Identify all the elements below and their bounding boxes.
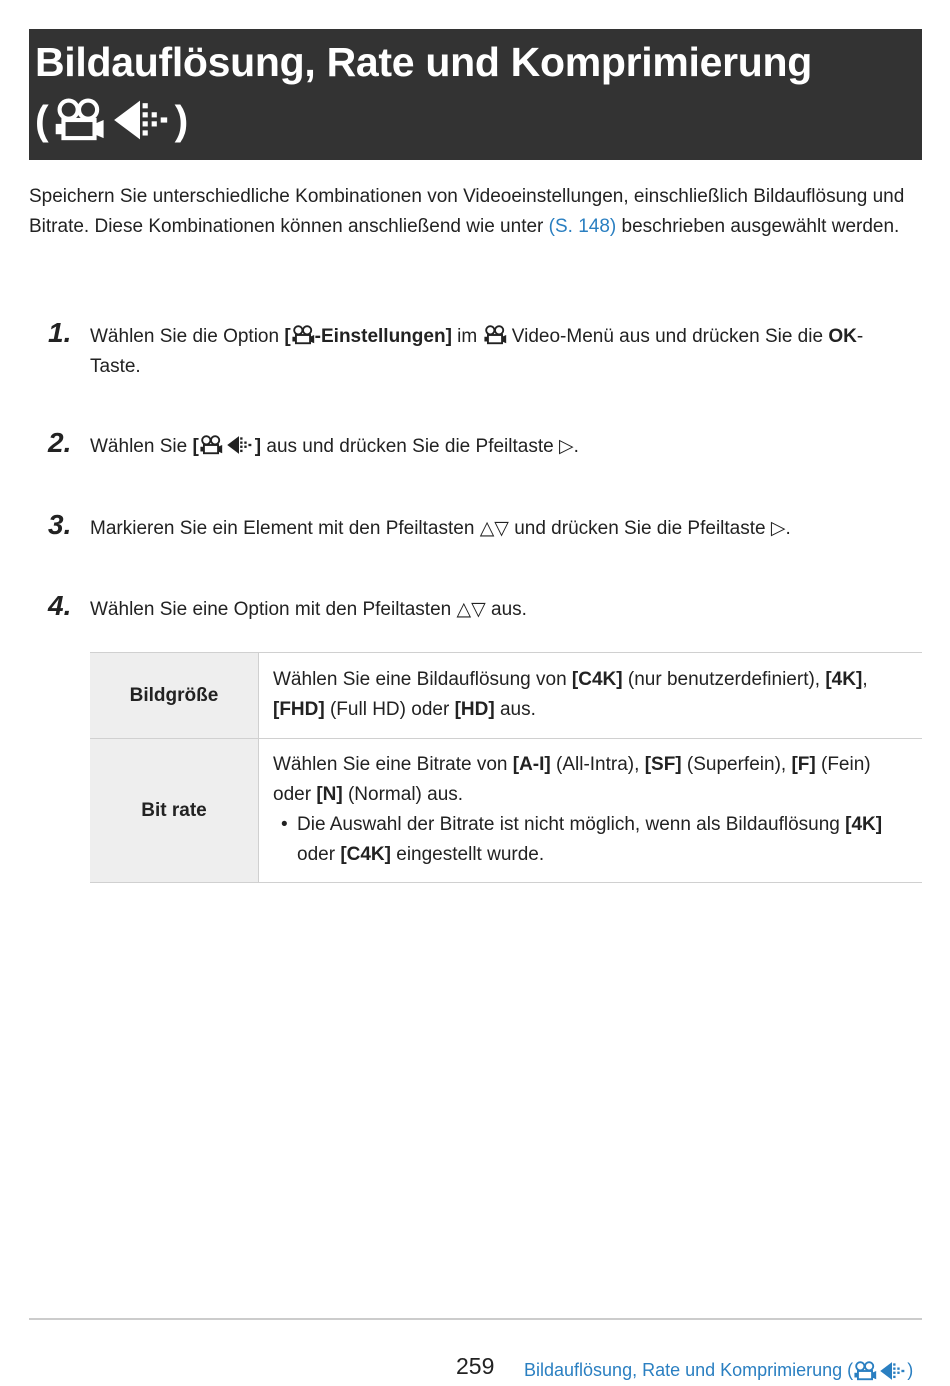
step-text-part: . bbox=[785, 518, 791, 539]
step-number: 4. bbox=[48, 590, 72, 621]
option-label bbox=[192, 436, 261, 457]
desc-text: (Full HD) oder bbox=[324, 698, 455, 720]
page-title-icons bbox=[35, 91, 922, 149]
bracket: [ bbox=[284, 326, 291, 347]
movie-camera-icon bbox=[199, 435, 223, 455]
option-name: -Einstellungen] bbox=[314, 326, 452, 347]
intro-text-after: beschrieben ausgewählt werden. bbox=[616, 216, 900, 237]
desc-text: aus. bbox=[494, 698, 536, 720]
option-label bbox=[284, 326, 452, 347]
option-value: [A-I] bbox=[512, 753, 551, 775]
step-text-part: aus. bbox=[485, 599, 527, 620]
option-value: [SF] bbox=[644, 753, 682, 775]
step-2 bbox=[48, 427, 908, 462]
desc-text: (Normal) aus. bbox=[342, 783, 464, 805]
right-arrow-icon: ▷ bbox=[558, 436, 574, 457]
movie-camera-icon bbox=[483, 325, 507, 345]
footer-title-text: Bildauflösung, Rate und Komprimierung ( bbox=[524, 1360, 854, 1380]
step-text-part: und drücken Sie die Pfeiltaste bbox=[508, 518, 771, 539]
desc-text: eingestellt wurde. bbox=[390, 843, 545, 865]
footer-title-close: ) bbox=[907, 1360, 914, 1380]
step-text-part: -Taste. bbox=[90, 326, 864, 377]
option-value: [4K] bbox=[825, 668, 863, 690]
movie-camera-icon bbox=[853, 1361, 877, 1381]
bullet-icon: • bbox=[281, 813, 288, 835]
desc-text: (Fein) oder bbox=[273, 753, 871, 805]
option-value: [N] bbox=[316, 783, 343, 805]
step-text bbox=[90, 595, 908, 625]
page-number: 259 bbox=[456, 1353, 495, 1379]
desc-text: Wählen Sie eine Bitrate von bbox=[273, 753, 513, 775]
step-1 bbox=[48, 317, 908, 382]
step-number: 1. bbox=[48, 317, 72, 348]
option-value: [C4K] bbox=[340, 843, 391, 865]
bullet-text bbox=[297, 810, 908, 870]
table-row bbox=[90, 739, 922, 883]
option-value: [FHD] bbox=[273, 698, 325, 720]
step-text bbox=[90, 432, 908, 462]
title-paren-open: ( bbox=[35, 97, 49, 143]
up-down-arrows-icon: △▽ bbox=[456, 599, 486, 620]
row-label: Bit rate bbox=[90, 739, 259, 883]
footer-divider bbox=[29, 1318, 922, 1320]
row-description bbox=[259, 653, 923, 739]
step-number: 2. bbox=[48, 427, 72, 458]
compression-arrow-icon bbox=[877, 1361, 907, 1381]
table-row bbox=[90, 653, 922, 739]
step-text-part: im bbox=[451, 326, 483, 347]
intro-text-before: Speichern Sie unterschiedliche Kombinationen von Videoeinstellungen, einschließlich Bildauflösung und Bitrate. Diese Kombinationen können anschließend wie unter bbox=[29, 186, 905, 237]
right-arrow-icon: ▷ bbox=[770, 518, 786, 539]
step-text-part: Wählen Sie die Option bbox=[90, 326, 285, 347]
desc-text: (All-Intra), bbox=[550, 753, 645, 775]
page-title: Bildauflösung, Rate und Komprimierung bbox=[35, 39, 813, 85]
option-value: [HD] bbox=[454, 698, 495, 720]
page-title-bar bbox=[29, 29, 922, 160]
desc-text: Wählen Sie eine Bildauflösung von bbox=[273, 668, 572, 690]
step-text-part: aus und drücken Sie die Pfeiltaste bbox=[261, 436, 559, 457]
compression-arrow-icon bbox=[223, 435, 255, 455]
step-text-part: . bbox=[573, 436, 579, 457]
options-table bbox=[90, 652, 922, 883]
step-number: 3. bbox=[48, 509, 72, 540]
bullet-note bbox=[281, 810, 908, 870]
desc-text: (nur benutzerdefiniert), bbox=[622, 668, 826, 690]
movie-camera-icon bbox=[53, 98, 105, 142]
step-text bbox=[90, 514, 908, 544]
footer-section-link[interactable] bbox=[524, 1360, 913, 1381]
option-value: [4K] bbox=[845, 813, 883, 835]
desc-text: (Superfein), bbox=[681, 753, 792, 775]
step-4 bbox=[48, 590, 908, 625]
compression-arrow-icon bbox=[109, 98, 171, 142]
desc-paragraph bbox=[273, 750, 908, 810]
intro-paragraph bbox=[29, 182, 909, 242]
step-text bbox=[90, 322, 908, 382]
ok-key-label: OK bbox=[828, 326, 857, 347]
row-label: Bildgröße bbox=[90, 653, 259, 739]
option-value: [F] bbox=[791, 753, 816, 775]
step-3 bbox=[48, 509, 908, 544]
step-text-part: Markieren Sie ein Element mit den Pfeiltasten bbox=[90, 518, 480, 539]
movie-camera-icon bbox=[291, 325, 315, 345]
page-link-148[interactable]: (S. 148) bbox=[548, 216, 617, 237]
desc-text: Die Auswahl der Bitrate ist nicht möglich, wenn als Bildauflösung bbox=[297, 813, 846, 835]
step-text-part: Wählen Sie eine Option mit den Pfeiltasten bbox=[90, 599, 457, 620]
bracket: ] bbox=[254, 436, 262, 457]
desc-text: , bbox=[862, 668, 868, 690]
title-paren-close: ) bbox=[174, 97, 189, 143]
option-value: [C4K] bbox=[571, 668, 623, 690]
step-text-part: Video-Menü aus und drücken Sie die bbox=[506, 326, 829, 347]
bracket: [ bbox=[192, 436, 199, 457]
row-description bbox=[259, 739, 923, 883]
up-down-arrows-icon: △▽ bbox=[479, 518, 509, 539]
desc-text: oder bbox=[297, 843, 341, 865]
step-text-part: Wählen Sie bbox=[90, 436, 193, 457]
